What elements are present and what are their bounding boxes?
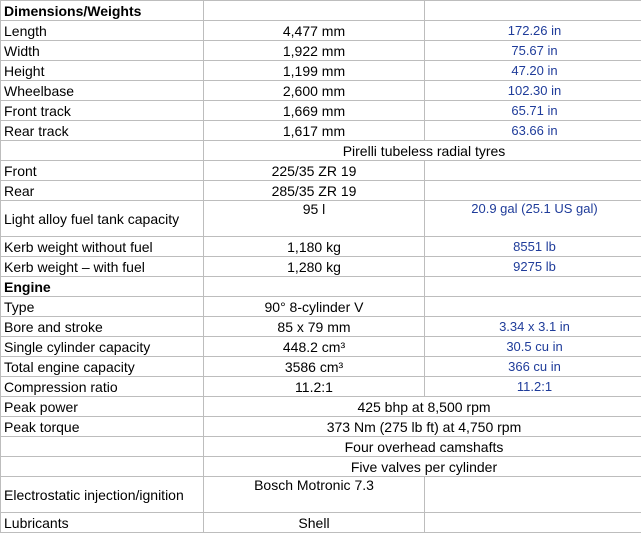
empty-cell: [204, 277, 425, 297]
table-row: [1, 437, 641, 457]
lubricant-brand: Shell: [204, 513, 425, 533]
row-label: Kerb weight – with fuel: [1, 257, 204, 277]
table-row: [1, 317, 641, 337]
row-label: Light alloy fuel tank capacity: [1, 201, 204, 237]
imperial-value: 8551 lb: [425, 237, 641, 257]
metric-value: 1,180 kg: [204, 237, 425, 257]
imperial-value: 9275 lb: [425, 257, 641, 277]
tyre-size: 285/35 ZR 19: [204, 181, 425, 201]
imperial-value: 172.26 in: [425, 21, 641, 41]
table-row: [1, 397, 641, 417]
table-row: [1, 41, 641, 61]
empty-cell: [1, 437, 204, 457]
table-row: [1, 337, 641, 357]
imperial-value: 47.20 in: [425, 61, 641, 81]
row-label: Peak power: [1, 397, 204, 417]
row-label: Rear track: [1, 121, 204, 141]
row-label: Height: [1, 61, 204, 81]
table-row: [1, 357, 641, 377]
imperial-value: 65.71 in: [425, 101, 641, 121]
table-row: [1, 237, 641, 257]
table-row: [1, 21, 641, 41]
table-row: [1, 257, 641, 277]
empty-cell: [425, 181, 641, 201]
row-label: Lubricants: [1, 513, 204, 533]
peak-torque-value: 373 Nm (275 lb ft) at 4,750 rpm: [204, 417, 641, 437]
empty-cell: [425, 297, 641, 317]
row-label: Electrostatic injection/ignition: [1, 477, 204, 513]
row-label: Kerb weight without fuel: [1, 237, 204, 257]
metric-value: 4,477 mm: [204, 21, 425, 41]
metric-value: 1,280 kg: [204, 257, 425, 277]
table-row: [1, 101, 641, 121]
table-row: [1, 513, 641, 533]
table-row: [1, 477, 641, 513]
table-row: [1, 181, 641, 201]
metric-value: 85 x 79 mm: [204, 317, 425, 337]
tyre-size: 225/35 ZR 19: [204, 161, 425, 181]
peak-power-value: 425 bhp at 8,500 rpm: [204, 397, 641, 417]
imperial-value: 75.67 in: [425, 41, 641, 61]
empty-cell: [1, 141, 204, 161]
table-row: [1, 457, 641, 477]
metric-value: 95 l: [204, 201, 425, 237]
table-row: [1, 161, 641, 181]
valves-note: Five valves per cylinder: [204, 457, 641, 477]
imperial-value: 11.2:1: [425, 377, 641, 397]
imperial-value: 3.34 x 3.1 in: [425, 317, 641, 337]
empty-cell: [425, 161, 641, 181]
row-label: Total engine capacity: [1, 357, 204, 377]
table-row: [1, 121, 641, 141]
row-label: Bore and stroke: [1, 317, 204, 337]
table-row: [1, 377, 641, 397]
row-label: Length: [1, 21, 204, 41]
empty-cell: [1, 457, 204, 477]
table-row: [1, 1, 641, 21]
row-label: Peak torque: [1, 417, 204, 437]
injection-system: Bosch Motronic 7.3: [204, 477, 425, 513]
empty-cell: [425, 1, 641, 21]
section-header-dimensions: Dimensions/Weights: [1, 1, 204, 21]
table-row: [1, 277, 641, 297]
empty-cell: [425, 513, 641, 533]
metric-value: 11.2:1: [204, 377, 425, 397]
table-row: [1, 141, 641, 161]
metric-value: 1,199 mm: [204, 61, 425, 81]
metric-value: 3586 cm³: [204, 357, 425, 377]
row-label: Front track: [1, 101, 204, 121]
empty-cell: [425, 477, 641, 513]
imperial-value: 366 cu in: [425, 357, 641, 377]
row-label: Width: [1, 41, 204, 61]
table-row: [1, 417, 641, 437]
section-header-engine: Engine: [1, 277, 204, 297]
imperial-value: 20.9 gal (25.1 US gal): [425, 201, 641, 237]
table-row: [1, 81, 641, 101]
table-row: [1, 61, 641, 81]
engine-type: 90° 8-cylinder V: [204, 297, 425, 317]
metric-value: 1,617 mm: [204, 121, 425, 141]
tyres-note: Pirelli tubeless radial tyres: [204, 141, 641, 161]
empty-cell: [425, 277, 641, 297]
table-row: [1, 297, 641, 317]
row-label: Compression ratio: [1, 377, 204, 397]
row-label: Single cylinder capacity: [1, 337, 204, 357]
imperial-value: 63.66 in: [425, 121, 641, 141]
row-label: Rear: [1, 181, 204, 201]
table-row: [1, 201, 641, 237]
row-label: Wheelbase: [1, 81, 204, 101]
metric-value: 1,922 mm: [204, 41, 425, 61]
metric-value: 2,600 mm: [204, 81, 425, 101]
row-label: Front: [1, 161, 204, 181]
row-label: Type: [1, 297, 204, 317]
imperial-value: 102.30 in: [425, 81, 641, 101]
metric-value: 1,669 mm: [204, 101, 425, 121]
imperial-value: 30.5 cu in: [425, 337, 641, 357]
camshafts-note: Four overhead camshafts: [204, 437, 641, 457]
empty-cell: [204, 1, 425, 21]
metric-value: 448.2 cm³: [204, 337, 425, 357]
